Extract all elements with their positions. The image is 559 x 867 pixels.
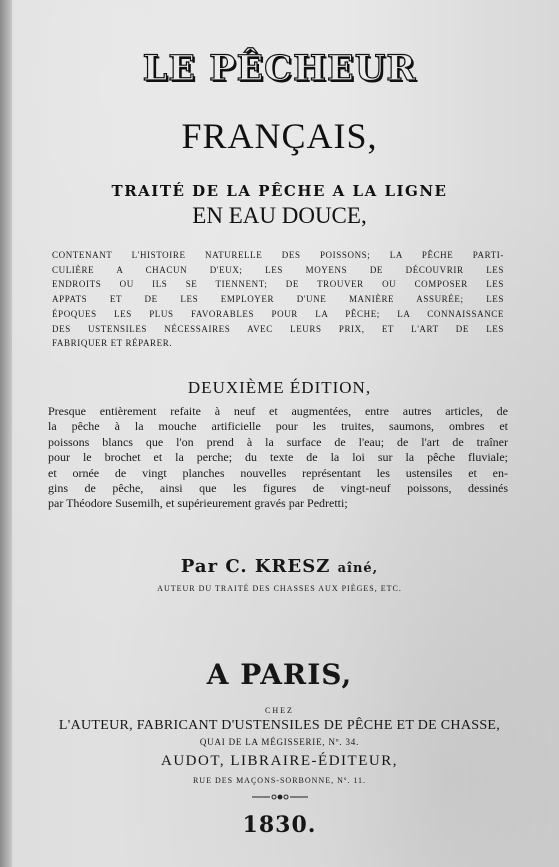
imprint-address-1: QUAI DE LA MÉGISSERIE, Nº. 34. xyxy=(199,737,360,747)
contents-description xyxy=(52,248,504,351)
edition-heading: DEUXIÈME ÉDITION, xyxy=(187,378,372,397)
author-name: C. KRESZ xyxy=(225,556,331,577)
edition-note-line: Presque entièrement refaite à neuf et augmentées, entre autres articles, de xyxy=(48,404,508,418)
book-title: LE PÊCHEUR xyxy=(142,48,417,89)
imprint-address-2: RUE DES MAÇONS-SORBONNE, Nº. 11. xyxy=(192,776,367,785)
edition-note-line: et ornée de vingt planches nouvelles représentant les ustensiles et en- xyxy=(48,465,508,480)
treatise-heading: TRAITÉ DE LA PÊCHE A LA LIGNE xyxy=(111,182,448,200)
contents-line: ÉPOQUES LES PLUS FAVORABLES POUR LA PÊCHE; LA CONNAISSANCE xyxy=(52,308,504,319)
contents-line: CONTENANT L'HISTOIRE NATURELLE DES POISSONS; LA PÊCHE PARTI- xyxy=(52,250,504,260)
contents-line: FABRIQUER ET RÉPARER. xyxy=(52,338,173,349)
edition-note-line: pour le brochet et la perche; du texte de la loi sur la pêche fluviale; xyxy=(48,450,508,465)
edition-note xyxy=(48,404,508,512)
author-par: Par xyxy=(180,556,219,577)
author-line xyxy=(0,556,559,577)
imprint-city: A PARIS, xyxy=(206,658,353,691)
water-heading: EN EAU DOUCE, xyxy=(192,203,367,228)
imprint-publisher-1: L'AUTEUR, FABRICANT D'USTENSILES DE PÊCHE ET DE CHASSE, xyxy=(58,718,501,733)
ornament-rule xyxy=(252,792,308,802)
author-aine: aîné, xyxy=(337,561,379,576)
edition-note-line: poissons blancs que l'on prend à la surface de l'eau; de l'art de traîner xyxy=(48,434,508,449)
contents-line: DES USTENSILES NÉCESSAIRES AVEC LEURS PRIX, ET L'ART DE LES xyxy=(52,323,504,334)
book-subtitle: FRANÇAIS, xyxy=(181,116,378,156)
publication-year: 1830. xyxy=(242,812,317,838)
contents-line: CULIÈRE A CHACUN D'EUX; LES MOYENS DE DÉCOUVRIR LES xyxy=(52,264,504,275)
author-credit: AUTEUR DU TRAITÉ DES CHASSES AUX PIÈGES, ETC. xyxy=(157,584,402,593)
imprint-publisher-2: AUDOT, LIBRAIRE-ÉDITEUR, xyxy=(161,753,398,769)
contents-line: APPATS ET DE LES EMPLOYER D'UNE MANIÈRE ASSURÉE; LES xyxy=(52,294,504,305)
imprint-chez: CHEZ xyxy=(265,706,294,715)
contents-line: ENDROITS OU ILS SE TIENNENT; DE TROUVER OU COMPOSER LES xyxy=(52,279,504,290)
edition-note-line: par Théodore Susemilh, et supérieurement gravés par Pedretti; xyxy=(48,496,348,511)
edition-note-line: la pêche à la mouche artificielle pour les truites, saumons, ombres et xyxy=(48,419,508,434)
edition-note-line: gins de pêche, ainsi que les figures de vingt-neuf poissons, dessinés xyxy=(48,481,508,496)
